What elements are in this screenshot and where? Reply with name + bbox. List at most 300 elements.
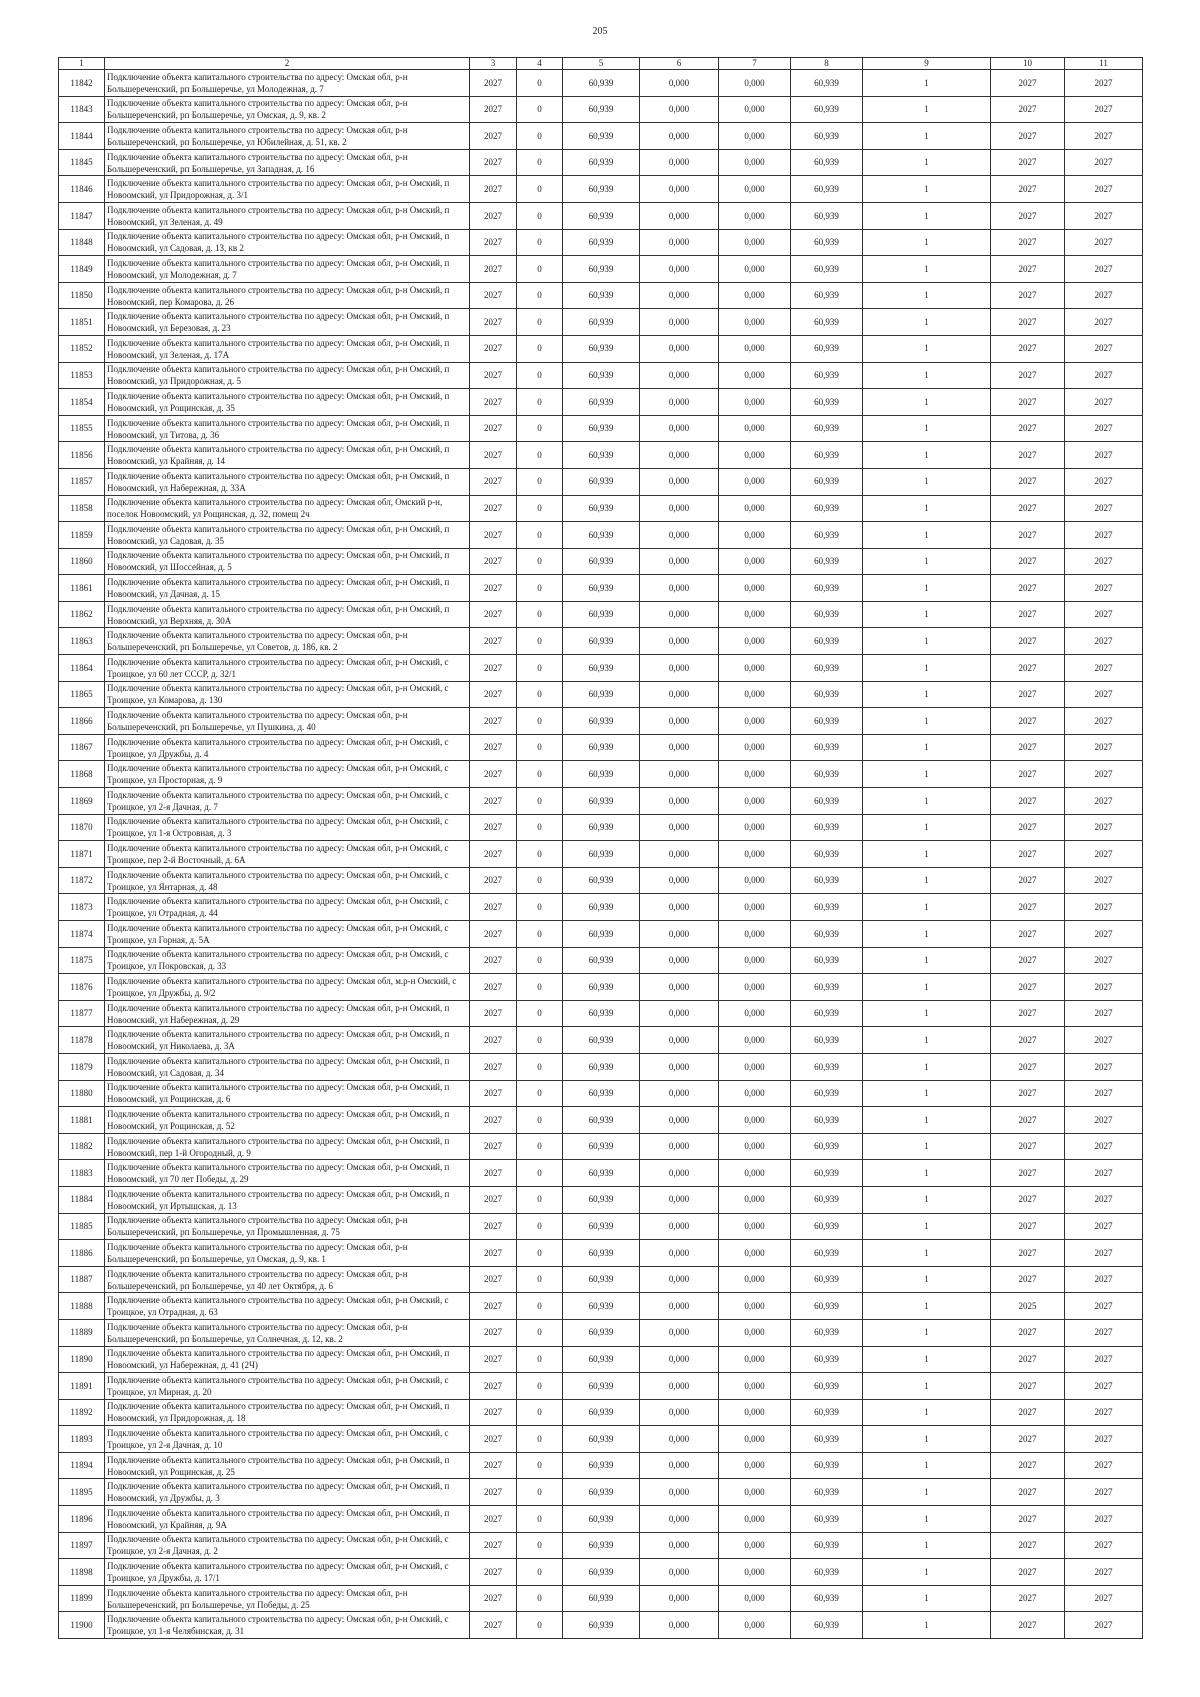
- value-cell: 0,000: [719, 1027, 791, 1054]
- table-row: [59, 282, 1143, 309]
- description-cell: Подключение объекта капитального строительства по адресу: Омская обл, р-н Омский, с Троицкое, ул Дружбы, д. 4: [105, 734, 470, 761]
- value-cell: 1: [863, 229, 991, 256]
- row-number-cell: 11842: [59, 70, 105, 97]
- row-number-cell: 11869: [59, 788, 105, 815]
- table-row: [59, 974, 1143, 1001]
- value-cell: 2027: [991, 1585, 1065, 1612]
- value-cell: 60,939: [791, 1053, 863, 1080]
- value-cell: 0,000: [719, 1133, 791, 1160]
- table-row: [59, 1612, 1143, 1639]
- value-cell: 2027: [470, 921, 517, 948]
- value-cell: 2027: [991, 681, 1065, 708]
- value-cell: 0,000: [719, 734, 791, 761]
- value-cell: 2027: [470, 974, 517, 1001]
- description-cell: Подключение объекта капитального строительства по адресу: Омская обл, р-н Омский, п Новоомский, пер 1-й Огородный, д. 9: [105, 1133, 470, 1160]
- value-cell: 0,000: [640, 229, 719, 256]
- value-cell: 60,939: [563, 947, 640, 974]
- value-cell: 0,000: [640, 1506, 719, 1533]
- value-cell: 2027: [470, 256, 517, 283]
- row-number-cell: 11894: [59, 1452, 105, 1479]
- value-cell: 0,000: [719, 974, 791, 1001]
- value-cell: 60,939: [563, 1213, 640, 1240]
- value-cell: 1: [863, 1240, 991, 1267]
- value-cell: 0,000: [719, 335, 791, 362]
- description-cell: Подключение объекта капитального строительства по адресу: Омская обл, р-н Омский, с Троицкое, ул 1-я Островная, д. 3: [105, 814, 470, 841]
- table-row: [59, 1426, 1143, 1453]
- value-cell: 1: [863, 548, 991, 575]
- value-cell: 0: [517, 389, 563, 416]
- value-cell: 0,000: [719, 149, 791, 176]
- value-cell: 2027: [991, 1399, 1065, 1426]
- value-cell: 0: [517, 522, 563, 549]
- value-cell: 60,939: [563, 601, 640, 628]
- value-cell: 60,939: [791, 362, 863, 389]
- value-cell: 0,000: [640, 1612, 719, 1639]
- value-cell: 2027: [991, 867, 1065, 894]
- value-cell: 60,939: [563, 202, 640, 229]
- value-cell: 2027: [991, 894, 1065, 921]
- description-cell: Подключение объекта капитального строительства по адресу: Омская обл, р-н Омский, с Троицкое, ул Просторная, д. 9: [105, 761, 470, 788]
- value-cell: 0,000: [640, 70, 719, 97]
- value-cell: 0,000: [719, 1080, 791, 1107]
- description-cell: Подключение объекта капитального строительства по адресу: Омская обл, р-н Омский, с Троицкое, ул Горная, д. 5А: [105, 921, 470, 948]
- value-cell: 0,000: [640, 628, 719, 655]
- value-cell: 2027: [470, 202, 517, 229]
- value-cell: 0,000: [640, 788, 719, 815]
- value-cell: 0,000: [719, 123, 791, 150]
- value-cell: 1: [863, 867, 991, 894]
- table-body: [59, 58, 1143, 1639]
- value-cell: 1: [863, 761, 991, 788]
- table-row: [59, 1293, 1143, 1320]
- value-cell: 2027: [1065, 1506, 1143, 1533]
- value-cell: 60,939: [791, 123, 863, 150]
- value-cell: 2027: [470, 1160, 517, 1187]
- table-row: [59, 1585, 1143, 1612]
- value-cell: 2027: [991, 1160, 1065, 1187]
- description-cell: Подключение объекта капитального строительства по адресу: Омская обл, р-н Омский, с Троицкое, ул Янтарная, д. 48: [105, 867, 470, 894]
- value-cell: 2027: [1065, 1479, 1143, 1506]
- value-cell: 60,939: [791, 389, 863, 416]
- value-cell: 0,000: [719, 309, 791, 336]
- value-cell: 60,939: [791, 1107, 863, 1134]
- value-cell: 0,000: [640, 548, 719, 575]
- description-cell: Подключение объекта капитального строительства по адресу: Омская обл, р-н Большереченский, рп Большеречье, ул Победы, д. 25: [105, 1585, 470, 1612]
- value-cell: 0: [517, 1319, 563, 1346]
- value-cell: 1: [863, 149, 991, 176]
- description-cell: Подключение объекта капитального строительства по адресу: Омская обл, м.р-н Омский, с Троицкое, ул Дружбы, д. 9/2: [105, 974, 470, 1001]
- value-cell: 2027: [470, 1559, 517, 1586]
- value-cell: 1: [863, 1160, 991, 1187]
- value-cell: 1: [863, 495, 991, 522]
- value-cell: 0,000: [719, 841, 791, 868]
- value-cell: 60,939: [563, 256, 640, 283]
- value-cell: 0,000: [719, 1240, 791, 1267]
- value-cell: 0,000: [719, 1559, 791, 1586]
- value-cell: 0,000: [640, 601, 719, 628]
- value-cell: 1: [863, 176, 991, 203]
- value-cell: 2027: [1065, 867, 1143, 894]
- value-cell: 0,000: [719, 681, 791, 708]
- value-cell: 2027: [1065, 70, 1143, 97]
- value-cell: 1: [863, 309, 991, 336]
- value-cell: 60,939: [791, 256, 863, 283]
- value-cell: 2027: [991, 575, 1065, 602]
- value-cell: 2027: [991, 1479, 1065, 1506]
- value-cell: 0: [517, 1479, 563, 1506]
- value-cell: 2027: [470, 1000, 517, 1027]
- table-row: [59, 1452, 1143, 1479]
- table-row: [59, 921, 1143, 948]
- value-cell: 2027: [470, 389, 517, 416]
- value-cell: 0,000: [640, 1319, 719, 1346]
- value-cell: 1: [863, 202, 991, 229]
- description-cell: Подключение объекта капитального строительства по адресу: Омская обл, р-н Омский, с Троицкое, пер 2-й Восточный, д. 6А: [105, 841, 470, 868]
- value-cell: 60,939: [791, 1186, 863, 1213]
- value-cell: 60,939: [563, 1319, 640, 1346]
- value-cell: 0: [517, 335, 563, 362]
- value-cell: 2027: [1065, 1186, 1143, 1213]
- value-cell: 60,939: [791, 761, 863, 788]
- value-cell: 2027: [991, 1346, 1065, 1373]
- value-cell: 1: [863, 1426, 991, 1453]
- description-cell: Подключение объекта капитального строительства по адресу: Омская обл, р-н Большереченский, рп Большеречье, ул Промышленная, д. 75: [105, 1213, 470, 1240]
- value-cell: 1: [863, 1452, 991, 1479]
- description-cell: Подключение объекта капитального строительства по адресу: Омская обл, р-н Омский, п Новоомский, ул Рощинская, д. 25: [105, 1452, 470, 1479]
- value-cell: 2027: [1065, 1532, 1143, 1559]
- value-cell: 2027: [470, 1053, 517, 1080]
- value-cell: 60,939: [791, 282, 863, 309]
- value-cell: 2027: [991, 1107, 1065, 1134]
- table-row: [59, 1027, 1143, 1054]
- row-number-cell: 11882: [59, 1133, 105, 1160]
- value-cell: 60,939: [791, 442, 863, 469]
- row-number-cell: 11849: [59, 256, 105, 283]
- value-cell: 0: [517, 495, 563, 522]
- value-cell: 2027: [1065, 921, 1143, 948]
- value-cell: 1: [863, 1186, 991, 1213]
- value-cell: 2027: [470, 681, 517, 708]
- value-cell: 60,939: [563, 1532, 640, 1559]
- value-cell: 2027: [991, 70, 1065, 97]
- value-cell: 2027: [1065, 335, 1143, 362]
- value-cell: 60,939: [791, 548, 863, 575]
- table-row: [59, 814, 1143, 841]
- row-number-cell: 11870: [59, 814, 105, 841]
- value-cell: 2027: [470, 575, 517, 602]
- value-cell: 2027: [470, 734, 517, 761]
- value-cell: 0,000: [719, 468, 791, 495]
- value-cell: 0,000: [640, 1107, 719, 1134]
- value-cell: 60,939: [791, 814, 863, 841]
- value-cell: 2027: [470, 1585, 517, 1612]
- value-cell: 60,939: [563, 788, 640, 815]
- value-cell: 1: [863, 1373, 991, 1400]
- description-cell: Подключение объекта капитального строительства по адресу: Омская обл, р-н Большереченский, рп Большеречье, ул 40 лет Октября, д. 6: [105, 1266, 470, 1293]
- row-number-cell: 11856: [59, 442, 105, 469]
- value-cell: 0,000: [640, 1240, 719, 1267]
- table-row: [59, 1000, 1143, 1027]
- value-cell: 0,000: [719, 1293, 791, 1320]
- description-cell: Подключение объекта капитального строительства по адресу: Омская обл, р-н Омский, п Новоомский, ул 70 лет Победы, д. 29: [105, 1160, 470, 1187]
- description-cell: Подключение объекта капитального строительства по адресу: Омская обл, р-н Омский, п Новоомский, ул Молодежная, д. 7: [105, 256, 470, 283]
- description-cell: Подключение объекта капитального строительства по адресу: Омская обл, р-н Омский, п Новоомский, ул Крайняя, д. 9А: [105, 1506, 470, 1533]
- row-number-cell: 11886: [59, 1240, 105, 1267]
- row-number-cell: 11876: [59, 974, 105, 1001]
- value-cell: 0: [517, 468, 563, 495]
- value-cell: 0: [517, 761, 563, 788]
- value-cell: 0,000: [719, 1585, 791, 1612]
- value-cell: 1: [863, 442, 991, 469]
- value-cell: 60,939: [791, 1133, 863, 1160]
- description-cell: Подключение объекта капитального строительства по адресу: Омская обл, р-н Омский, с Троицкое, ул Отрадная, д. 44: [105, 894, 470, 921]
- value-cell: 2027: [1065, 176, 1143, 203]
- table-row: [59, 947, 1143, 974]
- value-cell: 60,939: [791, 894, 863, 921]
- table-row: [59, 70, 1143, 97]
- value-cell: 2027: [991, 1452, 1065, 1479]
- description-cell: Подключение объекта капитального строительства по адресу: Омская обл, р-н Омский, п Новоомский, ул Дачная, д. 15: [105, 575, 470, 602]
- value-cell: 0,000: [719, 1612, 791, 1639]
- description-cell: Подключение объекта капитального строительства по адресу: Омская обл, р-н Большереченский, рп Большеречье, ул Западная, д. 16: [105, 149, 470, 176]
- value-cell: 1: [863, 1559, 991, 1586]
- value-cell: 0: [517, 1186, 563, 1213]
- value-cell: 1: [863, 814, 991, 841]
- description-cell: Подключение объекта капитального строительства по адресу: Омская обл, р-н Омский, с Троицкое, ул 2-я Дачная, д. 10: [105, 1426, 470, 1453]
- value-cell: 0,000: [719, 229, 791, 256]
- value-cell: 1: [863, 734, 991, 761]
- value-cell: 0,000: [719, 1319, 791, 1346]
- value-cell: 60,939: [791, 1080, 863, 1107]
- value-cell: 2027: [991, 256, 1065, 283]
- value-cell: 2027: [470, 70, 517, 97]
- row-number-cell: 11846: [59, 176, 105, 203]
- value-cell: 2027: [470, 1373, 517, 1400]
- value-cell: 60,939: [563, 282, 640, 309]
- value-cell: 1: [863, 96, 991, 123]
- value-cell: 0,000: [640, 1479, 719, 1506]
- description-cell: Подключение объекта капитального строительства по адресу: Омская обл, р-н Омский, п Новоомский, пер Комарова, д. 26: [105, 282, 470, 309]
- value-cell: 2027: [991, 468, 1065, 495]
- value-cell: 2027: [1065, 229, 1143, 256]
- value-cell: 2027: [991, 1612, 1065, 1639]
- value-cell: 2027: [991, 1213, 1065, 1240]
- row-number-cell: 11880: [59, 1080, 105, 1107]
- value-cell: 0,000: [640, 1346, 719, 1373]
- table-row: [59, 1373, 1143, 1400]
- row-number-cell: 11854: [59, 389, 105, 416]
- value-cell: 2027: [991, 1027, 1065, 1054]
- value-cell: 0,000: [719, 788, 791, 815]
- value-cell: 2027: [470, 894, 517, 921]
- value-cell: 60,939: [563, 442, 640, 469]
- value-cell: 2027: [470, 522, 517, 549]
- value-cell: 2027: [991, 1319, 1065, 1346]
- value-cell: 2027: [991, 761, 1065, 788]
- table-row: [59, 1479, 1143, 1506]
- value-cell: 60,939: [563, 1107, 640, 1134]
- value-cell: 60,939: [791, 149, 863, 176]
- value-cell: 0,000: [640, 1452, 719, 1479]
- value-cell: 0,000: [640, 1532, 719, 1559]
- value-cell: 0: [517, 1027, 563, 1054]
- value-cell: 2027: [991, 974, 1065, 1001]
- value-cell: 2027: [470, 1293, 517, 1320]
- table-row: [59, 362, 1143, 389]
- value-cell: 60,939: [563, 1133, 640, 1160]
- value-cell: 1: [863, 1080, 991, 1107]
- row-number-cell: 11888: [59, 1293, 105, 1320]
- value-cell: 0: [517, 841, 563, 868]
- description-cell: Подключение объекта капитального строительства по адресу: Омская обл, р-н Омский, п Новоомский, ул Зеленая, д. 17А: [105, 335, 470, 362]
- row-number-cell: 11862: [59, 601, 105, 628]
- row-number-cell: 11871: [59, 841, 105, 868]
- value-cell: 0,000: [640, 1399, 719, 1426]
- description-cell: Подключение объекта капитального строительства по адресу: Омская обл, р-н Омский, с Троицкое, ул 1-я Челябинская, д. 31: [105, 1612, 470, 1639]
- value-cell: 0: [517, 788, 563, 815]
- value-cell: 0,000: [640, 681, 719, 708]
- value-cell: 1: [863, 655, 991, 682]
- value-cell: 2027: [470, 1506, 517, 1533]
- value-cell: 2027: [470, 335, 517, 362]
- value-cell: 1: [863, 1000, 991, 1027]
- value-cell: 0,000: [719, 522, 791, 549]
- value-cell: 60,939: [791, 468, 863, 495]
- column-header: 10: [991, 58, 1065, 70]
- value-cell: 60,939: [563, 841, 640, 868]
- value-cell: 1: [863, 362, 991, 389]
- value-cell: 0,000: [719, 1479, 791, 1506]
- value-cell: 2027: [470, 1612, 517, 1639]
- description-cell: Подключение объекта капитального строительства по адресу: Омская обл, р-н Большереченский, рп Большеречье, ул Советов, д. 186, кв. 2: [105, 628, 470, 655]
- value-cell: 0: [517, 1612, 563, 1639]
- description-cell: Подключение объекта капитального строительства по адресу: Омская обл, р-н Омский, с Троицкое, ул Отрадная, д. 63: [105, 1293, 470, 1320]
- value-cell: 0: [517, 681, 563, 708]
- value-cell: 0: [517, 1399, 563, 1426]
- description-cell: Подключение объекта капитального строительства по адресу: Омская обл, р-н Большереченский, рп Большеречье, ул Молодежная, д. 7: [105, 70, 470, 97]
- value-cell: 2027: [1065, 1240, 1143, 1267]
- value-cell: 0: [517, 894, 563, 921]
- value-cell: 60,939: [563, 1373, 640, 1400]
- description-cell: Подключение объекта капитального строительства по адресу: Омская обл, р-н Омский, п Новоомский, ул Придорожная, д. 18: [105, 1399, 470, 1426]
- table-row: [59, 309, 1143, 336]
- value-cell: 0: [517, 362, 563, 389]
- table-row: [59, 495, 1143, 522]
- value-cell: 1: [863, 1213, 991, 1240]
- value-cell: 0: [517, 655, 563, 682]
- value-cell: 0: [517, 442, 563, 469]
- value-cell: 60,939: [791, 921, 863, 948]
- column-header: 8: [791, 58, 863, 70]
- table-row: [59, 841, 1143, 868]
- description-cell: Подключение объекта капитального строительства по адресу: Омская обл, р-н Омский, п Новоомский, ул Иртышская, д. 13: [105, 1186, 470, 1213]
- value-cell: 2027: [991, 814, 1065, 841]
- value-cell: 2027: [991, 655, 1065, 682]
- value-cell: 60,939: [791, 522, 863, 549]
- value-cell: 0,000: [640, 123, 719, 150]
- value-cell: 2027: [1065, 1213, 1143, 1240]
- table-row: [59, 1399, 1143, 1426]
- value-cell: 60,939: [563, 1426, 640, 1453]
- value-cell: 0,000: [640, 149, 719, 176]
- value-cell: 2027: [1065, 1559, 1143, 1586]
- value-cell: 2027: [991, 1373, 1065, 1400]
- table-row: [59, 202, 1143, 229]
- value-cell: 2027: [470, 468, 517, 495]
- table-row: [59, 1213, 1143, 1240]
- row-number-cell: 11891: [59, 1373, 105, 1400]
- table-row: [59, 548, 1143, 575]
- description-cell: Подключение объекта капитального строительства по адресу: Омская обл, р-н Омский, с Троицкое, ул Дружбы, д. 17/1: [105, 1559, 470, 1586]
- description-cell: Подключение объекта капитального строительства по адресу: Омская обл, р-н Омский, п Новоомский, ул Зеленая, д. 49: [105, 202, 470, 229]
- value-cell: 60,939: [563, 1080, 640, 1107]
- table-row: [59, 1160, 1143, 1187]
- value-cell: 2027: [470, 415, 517, 442]
- value-cell: 60,939: [791, 1319, 863, 1346]
- value-cell: 60,939: [563, 1612, 640, 1639]
- value-cell: 1: [863, 1027, 991, 1054]
- value-cell: 2027: [1065, 841, 1143, 868]
- value-cell: 0: [517, 1000, 563, 1027]
- row-number-cell: 11851: [59, 309, 105, 336]
- value-cell: 0: [517, 921, 563, 948]
- row-number-cell: 11896: [59, 1506, 105, 1533]
- value-cell: 0: [517, 415, 563, 442]
- description-cell: Подключение объекта капитального строительства по адресу: Омская обл, р-н Большереченский, рп Большеречье, ул Омская, д. 9, кв. 1: [105, 1240, 470, 1267]
- row-number-cell: 11872: [59, 867, 105, 894]
- value-cell: 0: [517, 1585, 563, 1612]
- description-cell: Подключение объекта капитального строительства по адресу: Омская обл, р-н Омский, п Новоомский, ул Набережная, д. 41 (2Ч): [105, 1346, 470, 1373]
- description-cell: Подключение объекта капитального строительства по адресу: Омская обл, р-н Большереченский, рп Большеречье, ул Пушкина, д. 40: [105, 708, 470, 735]
- column-header: 11: [1065, 58, 1143, 70]
- description-cell: Подключение объекта капитального строительства по адресу: Омская обл, р-н Большереченский, рп Большеречье, ул Омская, д. 9, кв. 2: [105, 96, 470, 123]
- value-cell: 1: [863, 256, 991, 283]
- value-cell: 0: [517, 1240, 563, 1267]
- value-cell: 1: [863, 1346, 991, 1373]
- value-cell: 2027: [991, 841, 1065, 868]
- table-row: [59, 149, 1143, 176]
- row-number-cell: 11887: [59, 1266, 105, 1293]
- value-cell: 0: [517, 1293, 563, 1320]
- value-cell: 60,939: [791, 1346, 863, 1373]
- row-number-cell: 11867: [59, 734, 105, 761]
- description-cell: Подключение объекта капитального строительства по адресу: Омская обл, р-н Омский, п Новоомский, ул Набережная, д. 33А: [105, 468, 470, 495]
- description-cell: Подключение объекта капитального строительства по адресу: Омская обл, р-н Омский, п Новоомский, ул Николаева, д. 3А: [105, 1027, 470, 1054]
- value-cell: 2027: [470, 1213, 517, 1240]
- value-cell: 2027: [470, 362, 517, 389]
- value-cell: 0: [517, 70, 563, 97]
- value-cell: 0: [517, 601, 563, 628]
- value-cell: 0: [517, 1373, 563, 1400]
- value-cell: 0,000: [719, 655, 791, 682]
- value-cell: 1: [863, 522, 991, 549]
- value-cell: 2027: [1065, 1053, 1143, 1080]
- value-cell: 0,000: [719, 1532, 791, 1559]
- data-table: [58, 57, 1143, 1639]
- value-cell: 60,939: [563, 575, 640, 602]
- value-cell: 60,939: [563, 309, 640, 336]
- value-cell: 0,000: [719, 1000, 791, 1027]
- value-cell: 60,939: [791, 1506, 863, 1533]
- value-cell: 2027: [1065, 362, 1143, 389]
- description-cell: Подключение объекта капитального строительства по адресу: Омская обл, р-н Омский, п Новоомский, ул Титова, д. 36: [105, 415, 470, 442]
- value-cell: 2027: [1065, 1293, 1143, 1320]
- description-cell: Подключение объекта капитального строительства по адресу: Омская обл, р-н Омский, с Троицкое, ул Покровская, д. 33: [105, 947, 470, 974]
- value-cell: 1: [863, 389, 991, 416]
- value-cell: 60,939: [791, 974, 863, 1001]
- value-cell: 0,000: [640, 761, 719, 788]
- value-cell: 0,000: [719, 947, 791, 974]
